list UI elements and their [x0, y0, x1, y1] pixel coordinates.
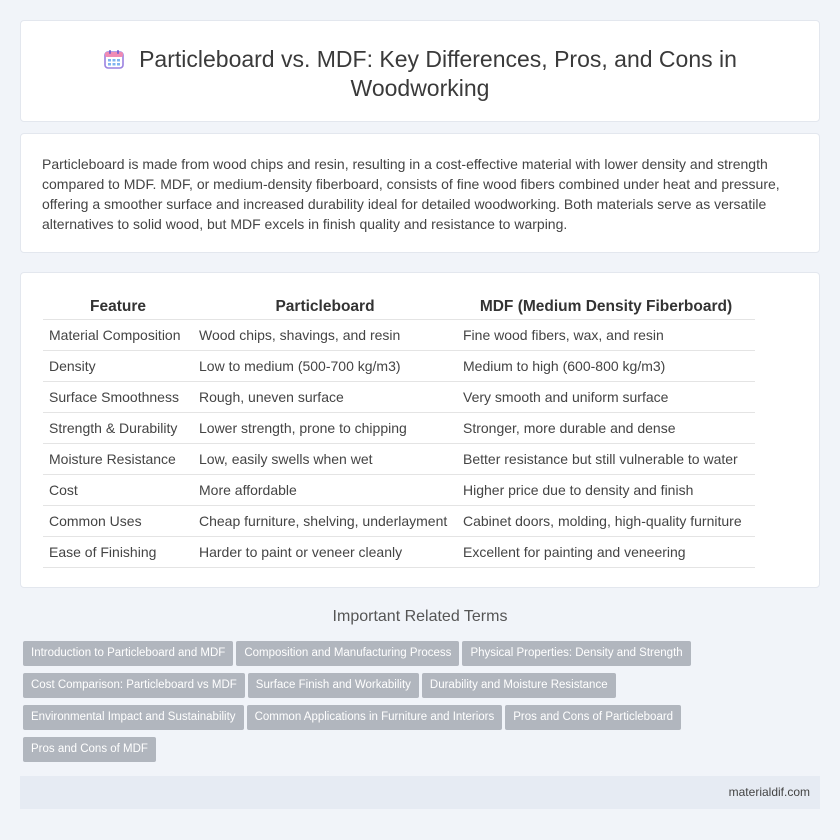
calendar-icon: [103, 48, 125, 70]
intro-card: [20, 133, 820, 253]
feature-cell: Surface Smoothness: [43, 381, 193, 412]
mdf-cell: Cabinet doors, molding, high-quality furniture: [457, 505, 755, 536]
header-mdf: MDF (Medium Density Fiberboard): [457, 295, 755, 319]
related-term-tag[interactable]: Durability and Moisture Resistance: [422, 673, 616, 698]
particleboard-cell: Low, easily swells when wet: [193, 443, 457, 474]
particleboard-cell: Harder to paint or veneer cleanly: [193, 536, 457, 567]
footer-site-link[interactable]: materialdif.com: [728, 785, 810, 799]
table-row: [43, 381, 755, 412]
table-row: [43, 505, 755, 536]
related-term-tag[interactable]: Physical Properties: Density and Strength: [462, 641, 690, 666]
table-header-row: [43, 295, 755, 319]
feature-cell: Common Uses: [43, 505, 193, 536]
table-row: [43, 443, 755, 474]
intro-paragraph: Particleboard is made from wood chips and resin, resulting in a cost-effective material with lower density and strength compared to MDF. MDF, or medium-density fiberboard, consists of fine wood fibers combined under heat and pressure, offering a smoother surface and increased durability ideal for detailed woodworking. Both materials serve as versatile alternatives to solid wood, but MDF excels in finish quality and resistance to warping.: [42, 156, 780, 232]
page-title: Particleboard vs. MDF: Key Differences, Pros, and Cons in Woodworking: [139, 46, 737, 101]
related-terms-title: Important Related Terms: [332, 608, 508, 625]
table-row: [43, 350, 755, 381]
footer: [20, 776, 820, 809]
related-term-tag[interactable]: Surface Finish and Workability: [248, 673, 419, 698]
particleboard-cell: Lower strength, prone to chipping: [193, 412, 457, 443]
particleboard-cell: Wood chips, shavings, and resin: [193, 319, 457, 350]
mdf-cell: Higher price due to density and finish: [457, 474, 755, 505]
header-feature: Feature: [43, 295, 193, 319]
mdf-cell: Better resistance but still vulnerable to water: [457, 443, 755, 474]
table-row: [43, 536, 755, 567]
particleboard-cell: Cheap furniture, shelving, underlayment: [193, 505, 457, 536]
related-term-tag[interactable]: Cost Comparison: Particleboard vs MDF: [23, 673, 245, 698]
comparison-table: [43, 295, 755, 568]
related-term-tag[interactable]: Pros and Cons of Particleboard: [505, 705, 681, 730]
related-term-tag[interactable]: Introduction to Particleboard and MDF: [23, 641, 233, 666]
feature-cell: Ease of Finishing: [43, 536, 193, 567]
page-title-wrap: [21, 45, 819, 103]
comparison-card: [20, 272, 820, 588]
mdf-cell: Stronger, more durable and dense: [457, 412, 755, 443]
related-terms-list: [23, 641, 823, 769]
header-particleboard: Particleboard: [193, 295, 457, 319]
header-card: [20, 20, 820, 122]
feature-cell: Material Composition: [43, 319, 193, 350]
table-row: [43, 474, 755, 505]
feature-cell: Strength & Durability: [43, 412, 193, 443]
table-row: [43, 319, 755, 350]
particleboard-cell: Rough, uneven surface: [193, 381, 457, 412]
related-term-tag[interactable]: Pros and Cons of MDF: [23, 737, 156, 762]
feature-cell: Moisture Resistance: [43, 443, 193, 474]
related-term-tag[interactable]: Environmental Impact and Sustainability: [23, 705, 244, 730]
mdf-cell: Very smooth and uniform surface: [457, 381, 755, 412]
mdf-cell: Medium to high (600-800 kg/m3): [457, 350, 755, 381]
mdf-cell: Fine wood fibers, wax, and resin: [457, 319, 755, 350]
feature-cell: Density: [43, 350, 193, 381]
feature-cell: Cost: [43, 474, 193, 505]
related-term-tag[interactable]: Composition and Manufacturing Process: [236, 641, 459, 666]
particleboard-cell: More affordable: [193, 474, 457, 505]
related-term-tag[interactable]: Common Applications in Furniture and Interiors: [247, 705, 503, 730]
particleboard-cell: Low to medium (500-700 kg/m3): [193, 350, 457, 381]
table-row: [43, 412, 755, 443]
mdf-cell: Excellent for painting and veneering: [457, 536, 755, 567]
